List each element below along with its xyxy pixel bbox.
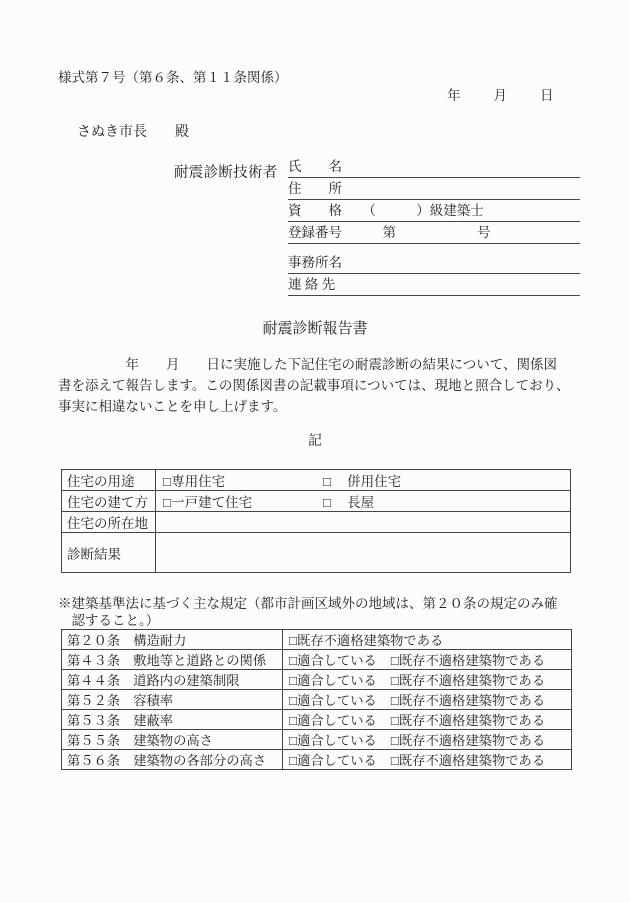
- report-title: 耐震診断報告書: [262, 321, 368, 337]
- date-year-label: 年: [447, 88, 461, 103]
- field-address-label: 住 所: [288, 181, 342, 196]
- checkbox-option-existing-nonconforming[interactable]: [391, 733, 545, 748]
- technician-label: 耐震診断技術者: [174, 165, 278, 181]
- article-number: 第５６条: [67, 753, 121, 768]
- article-number: 第４４条: [67, 673, 121, 688]
- technician-fields: [288, 156, 580, 296]
- regulation-row-label-cell: [62, 670, 283, 690]
- option-label: 長屋: [347, 495, 375, 510]
- option-label: 適合している: [297, 733, 377, 748]
- checkbox-option-conforms[interactable]: [289, 673, 377, 688]
- article-subject: 構造耐力: [133, 633, 187, 648]
- form-number: 様式第７号（第６条、第１１条関係）: [58, 70, 288, 85]
- article-number: 第５３条: [67, 713, 121, 728]
- field-qualification[interactable]: [288, 200, 580, 222]
- checkbox-option-existing-nonconforming[interactable]: [391, 753, 545, 768]
- body-line: 書を添えて報告します。この関係図書の記載事項については、現地と照合しており、: [58, 378, 570, 393]
- body-line: 事実に相違ないことを申し上げます。: [58, 399, 287, 414]
- regulation-row-label-cell: [62, 730, 283, 750]
- option-label: 既存不適格建築物である: [297, 633, 444, 648]
- option-label: 適合している: [297, 713, 377, 728]
- article-subject: 敷地等と道路との関係: [133, 653, 267, 668]
- checkbox-icon[interactable]: □: [323, 495, 332, 510]
- field-contact-label: 連 絡 先: [288, 277, 336, 292]
- checkbox-icon[interactable]: □: [289, 733, 298, 748]
- checkbox-icon[interactable]: □: [390, 713, 399, 728]
- regulation-row-article-44: [62, 670, 572, 690]
- checkbox-icon[interactable]: □: [390, 733, 399, 748]
- option-label: 既存不適格建築物である: [398, 753, 546, 768]
- article-subject: 建蔽率: [133, 713, 174, 728]
- regulation-row-value-cell: [283, 730, 572, 750]
- row-label: 住宅の用途: [67, 474, 135, 489]
- house-row-usage: [62, 470, 571, 491]
- article-subject: 建築物の各部分の高さ: [133, 753, 267, 768]
- article-number: 第２０条: [67, 633, 121, 648]
- regulation-row-label-cell: [62, 650, 283, 670]
- checkbox-option-existing-nonconforming[interactable]: [391, 693, 545, 708]
- option-label: 既存不適格建築物である: [398, 693, 546, 708]
- option-label: 既存不適格建築物である: [398, 673, 546, 688]
- checkbox-icon[interactable]: □: [163, 495, 172, 510]
- article-number: 第５２条: [67, 693, 121, 708]
- field-name[interactable]: [288, 156, 580, 178]
- option-label: 既存不適格建築物である: [398, 713, 546, 728]
- regulation-row-article-20: [62, 630, 572, 650]
- option-label: 適合している: [297, 653, 377, 668]
- checkbox-icon[interactable]: □: [390, 753, 399, 768]
- checkbox-icon[interactable]: □: [390, 653, 399, 668]
- field-office-name-label: 事務所名: [288, 255, 342, 270]
- date-line: [447, 84, 554, 104]
- checkbox-icon[interactable]: □: [289, 753, 298, 768]
- checkbox-option-existing-nonconforming[interactable]: [289, 633, 443, 648]
- field-registration-number[interactable]: [288, 222, 580, 244]
- regulation-row-value-cell: [283, 650, 572, 670]
- field-name-label: 氏 名: [288, 159, 342, 174]
- regulation-row-article-52: [62, 690, 572, 710]
- house-row-diagnosis-result: [62, 533, 571, 573]
- regulation-note-line: 認すること。）: [58, 613, 160, 628]
- checkbox-option-conforms[interactable]: [289, 713, 377, 728]
- article-subject: 建築物の高さ: [133, 733, 213, 748]
- checkbox-icon[interactable]: □: [390, 673, 399, 688]
- house-table: [61, 469, 571, 573]
- checkbox-option-conforms[interactable]: [289, 693, 377, 708]
- regulation-row-article-53: [62, 710, 572, 730]
- regulation-row-value-cell: [283, 670, 572, 690]
- regulation-note-line: ※建築基準法に基づく主な規定（都市計画区域外の地域は、第２０条の規定のみ確: [58, 596, 558, 611]
- article-number: 第４３条: [67, 653, 121, 668]
- regulation-row-value-cell: [283, 750, 572, 770]
- checkbox-option-dedicated-house[interactable]: [163, 470, 323, 490]
- regulation-row-label-cell: [62, 690, 283, 710]
- regulation-row-label-cell: [62, 630, 283, 650]
- field-office-name[interactable]: [288, 252, 580, 274]
- checkbox-icon[interactable]: □: [289, 673, 298, 688]
- checkbox-option-conforms[interactable]: [289, 753, 377, 768]
- field-address[interactable]: [288, 178, 580, 200]
- field-qualification-label: 資 格 （ ）級建築士: [288, 203, 484, 218]
- checkbox-option-existing-nonconforming[interactable]: [391, 713, 545, 728]
- option-label: 併用住宅: [347, 474, 402, 489]
- record-marker: 記: [308, 434, 322, 449]
- article-number: 第５５条: [67, 733, 121, 748]
- field-registration-number-label: 登録番号 第 号: [288, 225, 491, 240]
- checkbox-option-conforms[interactable]: [289, 733, 377, 748]
- regulation-table: [61, 629, 572, 770]
- field-contact[interactable]: [288, 274, 580, 296]
- row-label: 住宅の建て方: [67, 495, 148, 510]
- regulation-row-article-43: [62, 650, 572, 670]
- option-label: 適合している: [297, 693, 377, 708]
- option-label: 一戸建て住宅: [171, 495, 253, 510]
- regulation-row-value-cell: [283, 690, 572, 710]
- checkbox-option-conforms[interactable]: [289, 653, 377, 668]
- checkbox-option-detached-house[interactable]: [163, 491, 323, 511]
- house-row-build-type-label-cell: [62, 491, 156, 512]
- option-label: 適合している: [297, 673, 377, 688]
- checkbox-icon[interactable]: □: [289, 713, 298, 728]
- row-label: 住宅の所在地: [67, 516, 148, 531]
- checkbox-option-existing-nonconforming[interactable]: [391, 653, 545, 668]
- diagnosis-result-input-area[interactable]: [156, 533, 571, 573]
- regulation-row-article-56: [62, 750, 572, 770]
- option-label: 専用住宅: [171, 474, 226, 489]
- regulation-row-label-cell: [62, 750, 283, 770]
- house-row-location-label-cell: [62, 512, 156, 533]
- checkbox-icon[interactable]: □: [163, 474, 172, 489]
- regulation-row-value-cell: [283, 630, 572, 650]
- house-row-build-type-value-cell: [156, 491, 571, 512]
- regulation-row-value-cell: [283, 710, 572, 730]
- body-paragraph: [58, 354, 580, 417]
- option-label: 既存不適格建築物である: [398, 653, 546, 668]
- house-row-build-type: [62, 491, 571, 512]
- body-line: 年 月 日に実施した下記住宅の耐震診断の結果について、関係図: [58, 357, 557, 372]
- checkbox-icon[interactable]: □: [390, 693, 399, 708]
- regulation-note: [58, 595, 558, 629]
- row-label: 診断結果: [67, 546, 121, 562]
- checkbox-option-existing-nonconforming[interactable]: [391, 673, 545, 688]
- checkbox-option-row-house[interactable]: [323, 495, 374, 510]
- checkbox-icon[interactable]: □: [289, 653, 298, 668]
- house-location-input-area[interactable]: [156, 512, 571, 533]
- option-label: 適合している: [297, 753, 377, 768]
- regulation-row-article-55: [62, 730, 572, 750]
- regulation-row-label-cell: [62, 710, 283, 730]
- checkbox-icon[interactable]: □: [289, 633, 298, 648]
- option-label: 既存不適格建築物である: [398, 733, 546, 748]
- date-day-label: 日: [540, 88, 554, 103]
- checkbox-option-combined-house[interactable]: [323, 474, 401, 489]
- article-subject: 容積率: [133, 693, 174, 708]
- checkbox-icon[interactable]: □: [323, 474, 332, 489]
- house-row-usage-value-cell: [156, 470, 571, 491]
- house-row-usage-label-cell: [62, 470, 156, 491]
- article-subject: 道路内の建築制限: [133, 673, 240, 688]
- house-row-diagnosis-result-label-cell: [62, 533, 156, 573]
- house-row-location: [62, 512, 571, 533]
- addressee: さぬき市長 殿: [77, 125, 189, 140]
- checkbox-icon[interactable]: □: [289, 693, 298, 708]
- date-month-label: 月: [493, 88, 507, 103]
